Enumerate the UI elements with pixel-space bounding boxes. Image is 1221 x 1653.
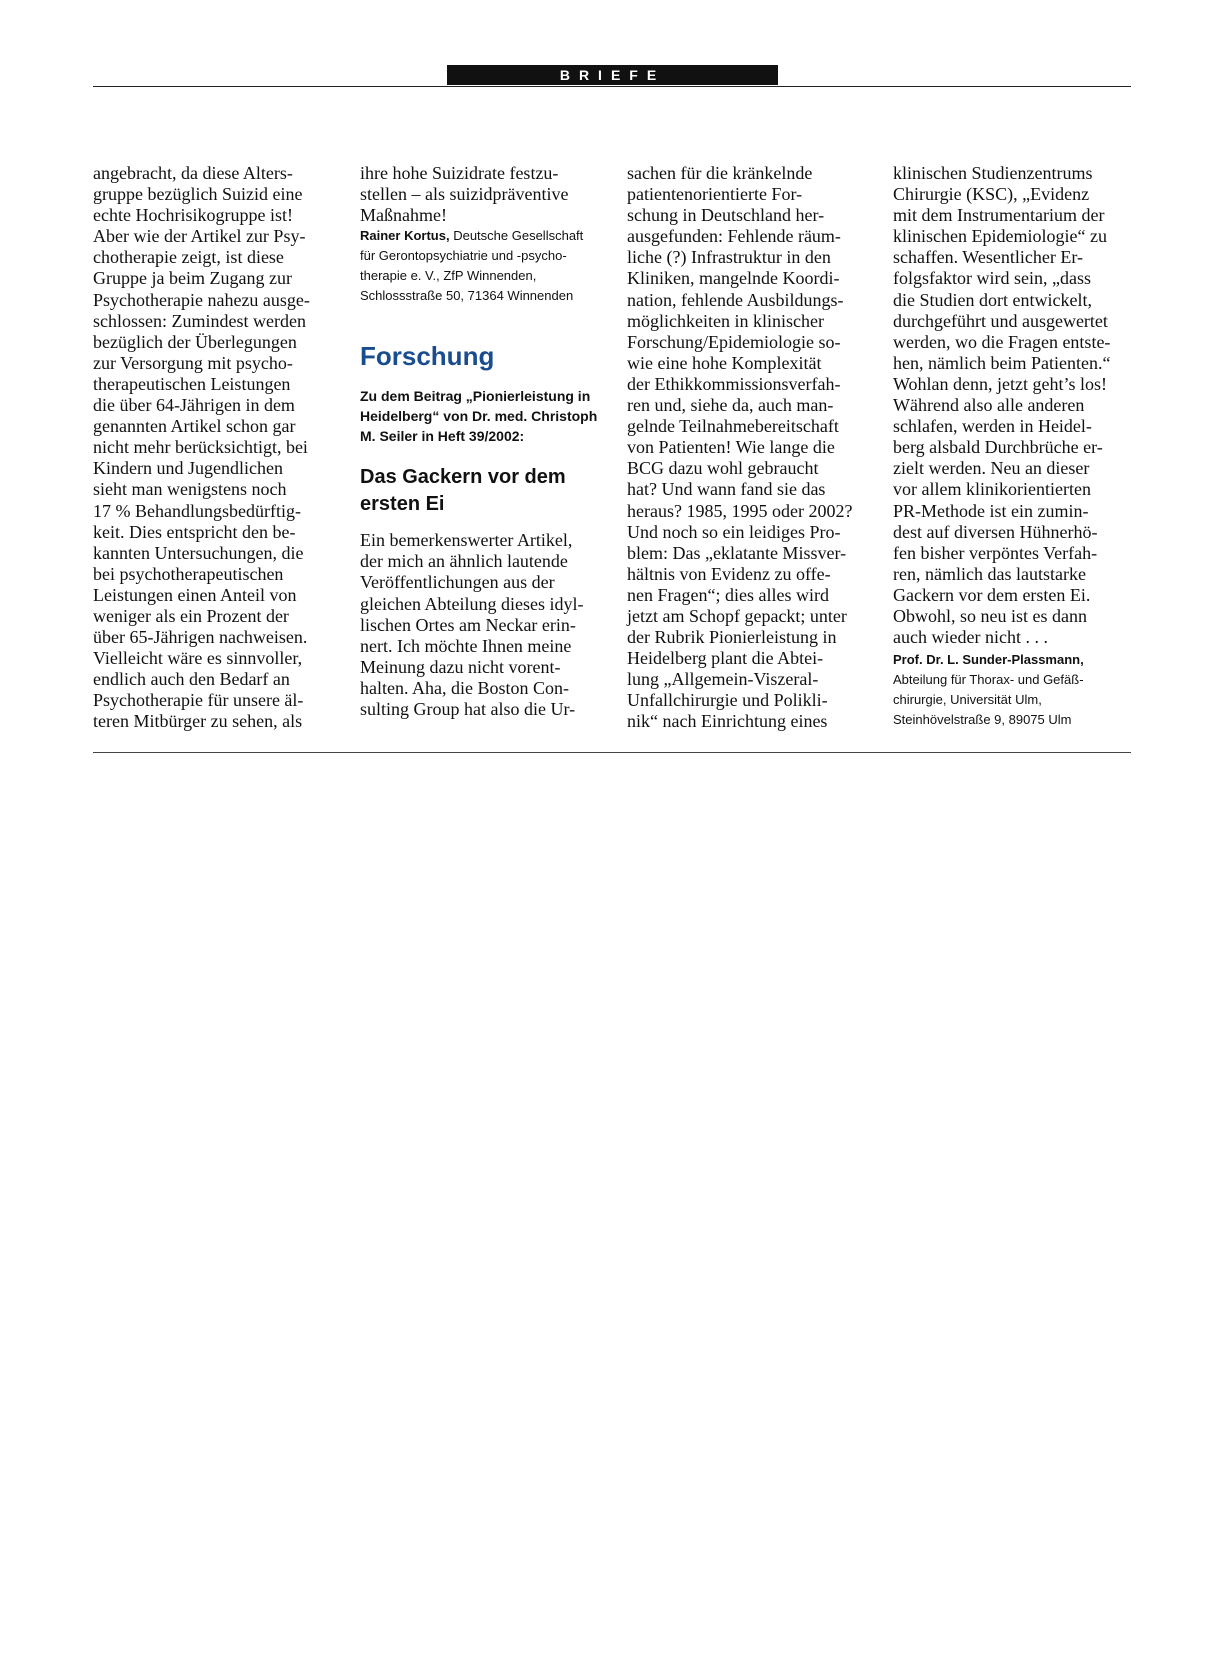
letter-title-line: ersten Ei <box>360 493 445 516</box>
text-line: fen bisher verpöntes Verfah- <box>893 542 1098 563</box>
text-line: die über 64-Jährigen in dem <box>93 395 295 416</box>
text-line: durchgeführt und ausgewertet <box>893 310 1108 331</box>
footer-rule <box>93 752 1131 753</box>
text-line: wie eine hohe Komplexität <box>627 352 822 373</box>
text-line: bezüglich der Überlegungen <box>93 331 297 352</box>
text-line: jetzt am Schopf gepackt; unter <box>627 605 847 626</box>
signature-affiliation: Deutsche Gesellschaft <box>453 228 584 244</box>
text-line: nert. Ich möchte Ihnen meine <box>360 635 572 656</box>
text-line: zielt werden. Neu an dieser <box>893 458 1090 479</box>
text-line: Kindern und Jugendlichen <box>93 458 283 479</box>
text-line: nicht mehr berücksichtigt, bei <box>93 437 308 458</box>
text-line: weniger als ein Prozent der <box>93 605 289 626</box>
column-3 <box>627 163 867 733</box>
text-line: von Patienten! Wie lange die <box>627 437 835 458</box>
signature-affiliation: therapie e. V., ZfP Winnenden, <box>360 268 537 284</box>
section-label: BRIEFE <box>447 65 778 85</box>
text-line: 17 % Behandlungsbedürftig- <box>93 500 301 521</box>
text-line: heraus? 1985, 1995 oder 2002? <box>627 500 853 521</box>
text-line: stellen – als suizidpräventive <box>360 184 569 205</box>
text-line: über 65-Jährigen nachweisen. <box>93 627 308 648</box>
text-line: lung „Allgemein-Viszeral- <box>627 669 819 690</box>
text-line: schlafen, werden in Heidel- <box>893 416 1092 437</box>
column-2-text <box>360 163 600 226</box>
text-line: lischen Ortes am Neckar erin- <box>360 614 576 635</box>
text-line: klinischen Epidemiologie“ zu <box>893 226 1107 247</box>
signature-name: Prof. Dr. L. Sunder-Plassmann, <box>893 652 1084 668</box>
text-line: Und noch so ein leidiges Pro- <box>627 521 841 542</box>
text-line: Obwohl, so neu ist es dann <box>893 605 1087 626</box>
text-line: vor allem klinikorientierten <box>893 479 1091 500</box>
text-line: hältnis von Evidenz zu offe- <box>627 563 831 584</box>
text-line: schlossen: Zumindest werden <box>93 310 306 331</box>
text-line: echte Hochrisikogruppe ist! <box>93 205 293 226</box>
text-line: keit. Dies entspricht den be- <box>93 521 296 542</box>
text-line: Maßnahme! <box>360 205 447 226</box>
text-line: Psychotherapie für unsere äl- <box>93 690 304 711</box>
text-line: hat? Und wann fand sie das <box>627 479 826 500</box>
article-reference <box>360 386 600 446</box>
column-4 <box>893 163 1133 730</box>
text-line: sulting Group hat also die Ur- <box>360 699 576 720</box>
text-line: Aber wie der Artikel zur Psy- <box>93 226 306 247</box>
signature-affiliation: Steinhövelstraße 9, 89075 Ulm <box>893 712 1072 728</box>
text-line: Heidelberg plant die Abtei- <box>627 648 824 669</box>
text-line: bei psychotherapeutischen <box>93 563 284 584</box>
text-line: zur Versorgung mit psycho- <box>93 352 293 373</box>
text-line: möglichkeiten in klinischer <box>627 310 824 331</box>
text-line: therapeutischen Leistungen <box>93 373 291 394</box>
text-line: gruppe bezüglich Suizid eine <box>93 184 303 205</box>
text-line: Gruppe ja beim Zugang zur <box>93 268 292 289</box>
text-line: ausgefunden: Fehlende räum- <box>627 226 841 247</box>
letter-title-line: Das Gackern vor dem <box>360 466 566 489</box>
text-line: ihre hohe Suizidrate festzu- <box>360 163 559 183</box>
text-line: Forschung/Epidemiologie so- <box>627 331 841 352</box>
text-line: folgsfaktor wird sein, „dass <box>893 268 1091 289</box>
text-line: teren Mitbürger zu sehen, als <box>93 711 303 732</box>
article-reference-line: Heidelberg“ von Dr. med. Christoph <box>360 408 598 425</box>
text-line: PR-Methode ist ein zumin- <box>893 500 1089 521</box>
text-line: genannten Artikel schon gar <box>93 416 296 437</box>
text-line: berg alsbald Durchbrüche er- <box>893 437 1103 458</box>
text-line: Leistungen einen Anteil von <box>93 584 297 605</box>
signature-affiliation: Abteilung für Thorax- und Gefäß- <box>893 672 1084 688</box>
signature-name: Rainer Kortus, <box>360 228 450 244</box>
text-line: ren und, siehe da, auch man- <box>627 395 834 416</box>
text-line: Wohlan denn, jetzt geht’s los! <box>893 373 1108 394</box>
text-line: ren, nämlich das lautstarke <box>893 563 1086 584</box>
text-line: werden, wo die Fragen entste- <box>893 331 1111 352</box>
text-line: Unfallchirurgie und Polikli- <box>627 690 828 711</box>
column-1-text <box>93 163 333 733</box>
text-line: liche (?) Infrastruktur in den <box>627 247 831 268</box>
column-2 <box>360 163 600 720</box>
text-line: schung in Deutschland her- <box>627 205 825 226</box>
text-line: sieht man wenigstens noch <box>93 479 287 500</box>
signature-affiliation: Schlossstraße 50, 71364 Winnenden <box>360 288 574 304</box>
text-line: gleichen Abteilung dieses idyl- <box>360 593 584 614</box>
text-line: hen, nämlich beim Patienten.“ <box>893 352 1111 373</box>
text-line: angebracht, da diese Alters- <box>93 163 293 183</box>
article-reference-line: M. Seiler in Heft 39/2002: <box>360 428 525 445</box>
text-line: gelnde Teilnahmebereitschaft <box>627 416 839 437</box>
text-line: der Rubrik Pionierleistung in <box>627 627 837 648</box>
section-heading: Forschung <box>360 341 495 372</box>
text-line: nik“ nach Einrichtung eines <box>627 711 828 732</box>
text-line: Während also alle anderen <box>893 395 1085 416</box>
text-line: kannten Untersuchungen, die <box>93 542 304 563</box>
column-1 <box>93 163 333 733</box>
text-line: nation, fehlende Ausbildungs- <box>627 289 844 310</box>
column-4-text <box>893 163 1133 648</box>
text-line: patientenorientierte For- <box>627 184 803 205</box>
letter-title <box>360 464 600 518</box>
signature-sunder-plassmann <box>893 650 1133 730</box>
text-line: Gackern vor dem ersten Ei. <box>893 584 1091 605</box>
text-line: chotherapie zeigt, ist diese <box>93 247 284 268</box>
text-line: der Ethikkommissionsverfah- <box>627 373 841 394</box>
text-line: Kliniken, mangelnde Koordi- <box>627 268 840 289</box>
column-3-text <box>627 163 867 733</box>
text-line: Vielleicht wäre es sinnvoller, <box>93 648 303 669</box>
text-line: halten. Aha, die Boston Con- <box>360 677 569 698</box>
text-line: schaffen. Wesentlicher Er- <box>893 247 1083 268</box>
text-line: dest auf diversen Hühnerhö- <box>893 521 1098 542</box>
text-line: nen Fragen“; dies alles wird <box>627 584 829 605</box>
text-line: Psychotherapie nahezu ausge- <box>93 289 310 310</box>
text-line: Veröffentlichungen aus der <box>360 572 555 593</box>
article-reference-line: Zu dem Beitrag „Pionierleistung in <box>360 388 591 405</box>
text-line: endlich auch den Bedarf an <box>93 669 290 690</box>
signature-affiliation: für Gerontopsychiatrie und -psycho- <box>360 248 567 264</box>
text-line: Ein bemerkenswerter Artikel, <box>360 530 573 551</box>
signature-kortus <box>360 226 600 306</box>
text-line: blem: Das „eklatante Missver- <box>627 542 847 563</box>
header-rule <box>93 86 1131 87</box>
signature-affiliation: chirurgie, Universität Ulm, <box>893 692 1042 708</box>
text-line: mit dem Instrumentarium der <box>893 205 1105 226</box>
text-line: BCG dazu wohl gebraucht <box>627 458 819 479</box>
text-line: die Studien dort entwickelt, <box>893 289 1092 310</box>
letter-body <box>360 530 600 720</box>
text-line: sachen für die kränkelnde <box>627 163 813 183</box>
text-line: auch wieder nicht . . . <box>893 627 1048 648</box>
text-line: Meinung dazu nicht vorent- <box>360 656 561 677</box>
text-line: Chirurgie (KSC), „Evidenz <box>893 184 1090 205</box>
text-line: der mich an ähnlich lautende <box>360 551 568 572</box>
text-line: klinischen Studienzentrums <box>893 163 1093 183</box>
